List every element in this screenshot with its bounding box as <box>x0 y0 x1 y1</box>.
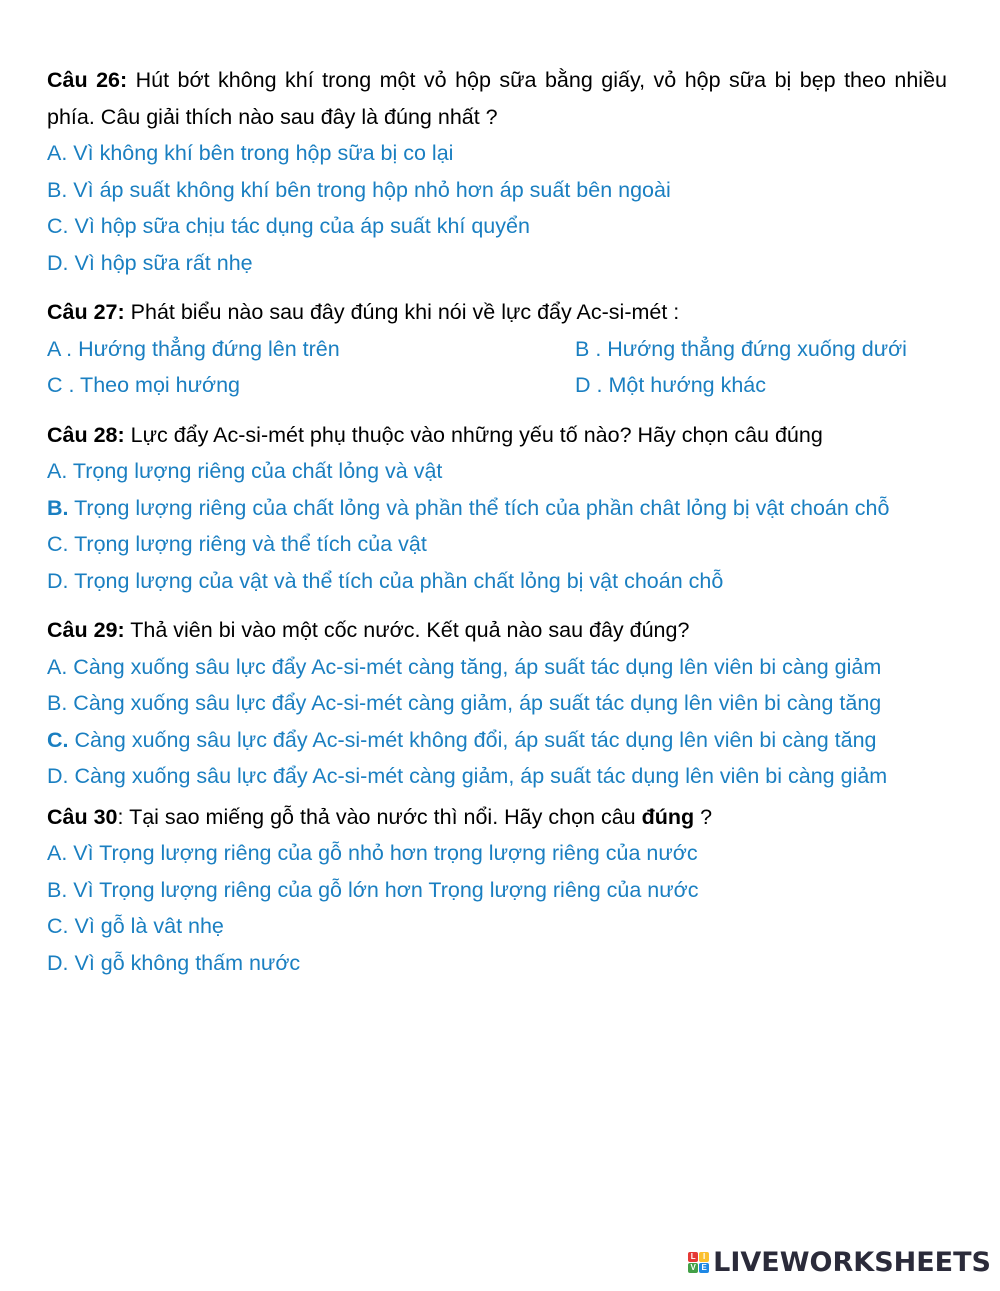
question-label: Câu 29: <box>47 618 125 642</box>
question-text: Câu 30: Tại sao miếng gỗ thả vào nước thì nổi. Hãy chọn câu đúng ? <box>47 804 713 829</box>
worksheet-page <box>47 62 947 994</box>
question-label: Câu 26: <box>47 68 128 92</box>
logo-mark-icon <box>688 1252 709 1273</box>
option-c[interactable]: C. Trọng lượng riêng và thể tích của vật <box>47 532 427 556</box>
option-letter: B. <box>47 495 69 520</box>
option-b[interactable]: B . Hướng thẳng đứng xuống dưới <box>575 336 907 361</box>
option-d[interactable]: D. Càng xuống sâu lực đẩy Ac-si-mét càng giảm, áp suất tác dụng lên viên bi càng giảm <box>47 764 888 788</box>
liveworksheets-logo <box>688 1247 991 1278</box>
option-a[interactable]: A. Càng xuống sâu lực đẩy Ac-si-mét càng tăng, áp suất tác dụng lên viên bi càng giảm <box>47 654 882 679</box>
option-c[interactable]: C. Càng xuống sâu lực đẩy Ac-si-mét không đổi, áp suất tác dụng lên viên bi càng tăng <box>47 727 877 752</box>
question-26 <box>47 62 947 281</box>
logo-mark-letter: E <box>699 1263 709 1273</box>
question-text: Câu 29: Thả viên bi vào một cốc nước. Kết quả nào sau đây đúng? <box>47 618 690 642</box>
option-c[interactable]: C . Theo mọi hướng <box>47 373 241 397</box>
options-row <box>47 331 947 368</box>
question-29 <box>47 612 947 795</box>
emphasis-word: đúng <box>641 804 695 829</box>
option-d[interactable]: D. Trọng lượng của vật và thể tích của phần chất lỏng bị vật choán chỗ <box>47 568 724 593</box>
logo-mark-letter: V <box>688 1263 698 1273</box>
option-a[interactable]: A. Vì không khí bên trong hộp sữa bị co lại <box>47 141 454 165</box>
option-c[interactable]: C. Vì hộp sữa chịu tác dụng của áp suất khí quyển <box>47 214 530 238</box>
option-b[interactable]: B. Trọng lượng riêng của chất lỏng và phần thể tích của phần chât lỏng bị vật choán chỗ <box>47 495 890 520</box>
question-label: Câu 30 <box>47 804 118 829</box>
option-a[interactable]: A . Hướng thẳng đứng lên trên <box>47 336 340 361</box>
logo-mark-letter: L <box>688 1252 698 1262</box>
question-30 <box>47 799 947 982</box>
question-text: Câu 26: Hút bớt không khí trong một vỏ hộp sữa bằng giấy, vỏ hộp sữa bị bẹp theo nhiều phía. Câu giải thích nào sau đây là đúng nhất ? <box>47 68 947 129</box>
option-c[interactable]: C. Vì gỗ là vât nhẹ <box>47 914 224 938</box>
option-d[interactable]: D . Một hướng khác <box>575 373 767 397</box>
options-row <box>47 367 947 404</box>
option-b[interactable]: B. Càng xuống sâu lực đẩy Ac-si-mét càng giảm, áp suất tác dụng lên viên bi càng tăng <box>47 691 882 715</box>
question-27 <box>47 294 947 404</box>
question-28 <box>47 417 947 600</box>
logo-mark-letter: I <box>699 1252 709 1262</box>
option-d[interactable]: D. Vì hộp sữa rất nhẹ <box>47 250 253 275</box>
option-a[interactable]: A. Trọng lượng riêng của chất lỏng và vật <box>47 459 443 483</box>
option-b[interactable]: B. Vì Trọng lượng riêng của gỗ lớn hơn Trọng lượng riêng của nước <box>47 877 699 902</box>
option-d[interactable]: D. Vì gỗ không thấm nước <box>47 950 301 975</box>
question-label: Câu 27: <box>47 300 125 324</box>
logo-text: LIVEWORKSHEETS <box>713 1247 991 1278</box>
option-a[interactable]: A. Vì Trọng lượng riêng của gỗ nhỏ hơn trọng lượng riêng của nước <box>47 841 698 865</box>
question-label: Câu 28: <box>47 422 125 447</box>
option-b[interactable]: B. Vì áp suất không khí bên trong hộp nhỏ hơn áp suất bên ngoài <box>47 177 671 202</box>
option-letter: C. <box>47 727 69 752</box>
question-text: Câu 28: Lực đẩy Ac-si-mét phụ thuộc vào những yếu tố nào? Hãy chọn câu đúng <box>47 422 823 447</box>
question-text: Câu 27: Phát biểu nào sau đây đúng khi nói về lực đẩy Ac-si-mét : <box>47 300 680 324</box>
